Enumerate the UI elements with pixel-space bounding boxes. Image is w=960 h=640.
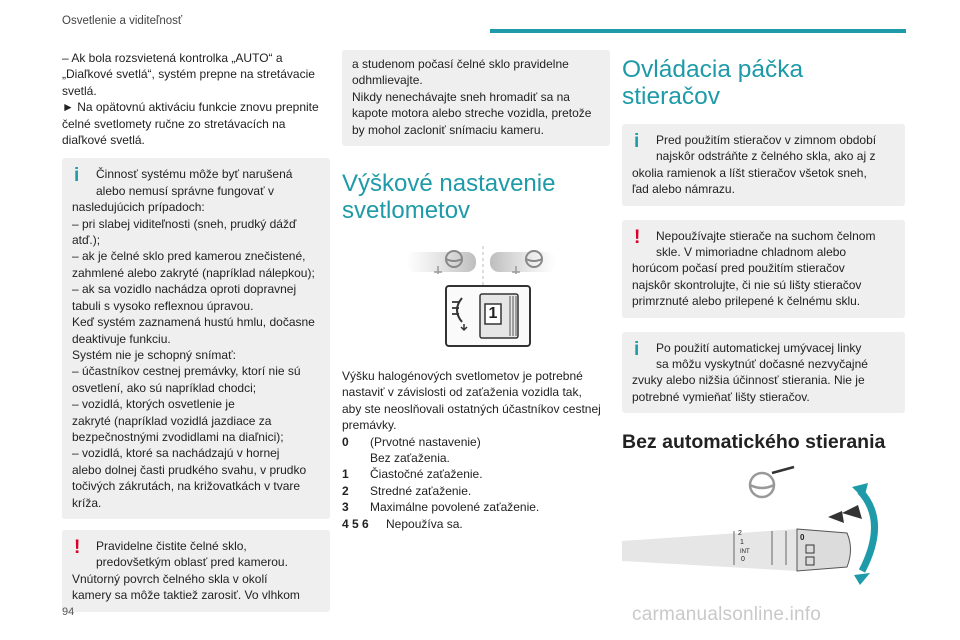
list-item-text: Maximálne povolené zaťaženie. — [370, 500, 540, 515]
list-item-text: Nepoužíva sa. — [386, 516, 463, 531]
dial-digit: 1 — [488, 305, 498, 323]
column-3 — [622, 50, 905, 601]
info-box-car-wash: i Po použití automatickej umývacej linky sa môžu vyskytnúť dočasné nezvyčajné zvuky alebo nižšia účinnosť stierania. Nie je potrebné vymieňať lišty stieračov. — [622, 332, 905, 414]
warning-box-dry-glass: ! Nepoužívajte stierače na suchom čelnom skle. V mimoriadne chladnom alebo horúcom počasí pred použitím stieračov najskôr skontrolujte, či nie sú lišty stieračov primrznuté alebo prilepené k čelnému sklu. — [622, 220, 905, 318]
headlamp-adjustment-text: Výšku halogénových svetlometov je potrebné nastaviť v závislosti od zaťaženia vozidla tak, aby ste neoslňovali ostatných účastníkov cestnej premávky. — [342, 369, 601, 433]
warning-box-continued: a studenom počasí čelné sklo pravidelne odhmlievajte. Nikdy nenechávajte sneh hromadiť sa na kapote motora alebo streche vozidla, pretože by mohol zacloniť snímaciu kameru. — [342, 50, 610, 146]
list-item-number: 0 — [342, 434, 349, 449]
header-title: Osvetlenie a viditeľnosť — [62, 15, 183, 27]
warning-box-camera: ! Pravidelne čistite čelné sklo, predovšetkým oblasť pred kamerou. Vnútorný povrch čelného skla v okolí kamery sa môže taktiež zarosiť. Vo vlhkom — [62, 530, 330, 612]
list-item-number: 4 5 6 — [342, 516, 369, 531]
stalk-mark-0: 0 — [741, 556, 745, 564]
wiper-stalk — [622, 529, 797, 571]
info-box-limitations: i Činnosť systému môže byť narušená alebo nemusí správne fungovať v nasledujúcich prípadoch: – pri slabej viditeľnosti (sneh, prudký dážď atď.); – ak je čelné sklo pred kamerou znečistené, zahmlené alebo zakryté (napríklad nálepkou); – ak sa vozidlo nachádza oproti dopravnej tabuli s vysoko reflexnou úpravou. Keď systém zaznamená hustú hmlu, dočasne deaktivuje funkciu. Systém nie je schopný snímať: – účastníkov cestnej premávky, ktorí nie sú osvetlení, ako sú napríklad chodci; – vozidlá, ktorých osvetlenie je zakryté (napríklad vozidlá jazdiace za bezpečnostnými zvodidlami na diaľnici); – vozidlá, ktoré sa nachádzajú v hornej alebo dolnej časti prudkého svahu, v prudko točivých zákrutách, na križovatkách v tvare kríža. — [62, 158, 330, 519]
watermark: carmanualsonline.info — [632, 604, 822, 625]
dashboard-right — [490, 252, 556, 272]
info-box-text: nasledujúcich prípadoch: – pri slabej viditeľnosti (sneh, prudký dážď atď.); – ak je čelné sklo pred kamerou znečistené, zahmlené alebo zakryté (napríklad nálepkou); – ak sa vozidlo nachádza oproti dopravnej tabuli s vysoko reflexnou úpravou. Keď systém zaznamená hustú hmlu, dočasne deaktivuje funkciu. Systém nie je schopný snímať: – účastníkov cestnej premávky, ktorí nie sú osvetlení, ako sú napríklad chodci; – vozidlá, ktorých osvetlenie je zakryté (napríklad vozidlá jazdiace za bezpečnostnými zvodidlami na diaľnici); – vozidlá, ktoré sa nachádzajú v hornej alebo dolnej časti prudkého svahu, v prudko točivých zákrutách, na križovatkách v tvare kríža. — [72, 200, 315, 510]
list-item-text: Stredné zaťaženie. — [370, 483, 472, 498]
list-item-text: Čiastočné zaťaženie. — [370, 467, 483, 482]
column-1 — [62, 50, 330, 612]
load-positions-list — [342, 434, 610, 532]
section-heading-headlamp-adjustment: Výškové nastavenie svetlometov — [342, 170, 556, 225]
list-item-text: (Prvotné nastavenie) Bez zaťaženia. — [370, 434, 481, 466]
flick-arrow-icon — [842, 505, 862, 519]
column-2 — [342, 50, 610, 532]
steering-wheel-icon — [750, 467, 794, 497]
info-icon: i — [634, 131, 640, 152]
warning-icon: ! — [634, 226, 641, 248]
rotation-arrow-icon — [860, 491, 875, 571]
paragraph-auto: – Ak bola rozsvietená kontrolka „AUTO“ a „Diaľkové svetlá“, systém prepne na stretávacie svetlá. — [62, 51, 315, 98]
subheading-no-auto-wipe: Bez automatického stierania — [622, 431, 886, 454]
warning-icon: ! — [74, 536, 81, 558]
list-item-number: 3 — [342, 500, 349, 515]
info-icon: i — [74, 165, 80, 187]
page-number: 94 — [62, 606, 75, 618]
info-icon: i — [634, 338, 640, 360]
paragraph-reactivate: ► Na opätovnú aktiváciu funkcie znovu prepnite čelné svetlomety ručne zo stretávacích na diaľkové svetlá. — [62, 100, 319, 148]
stalk-mark-1: 1 — [740, 539, 744, 547]
dashboard-left — [406, 252, 476, 272]
list-item-number: 2 — [342, 483, 349, 498]
list-item-number: 1 — [342, 467, 349, 482]
wiper-stalk-illustration — [622, 461, 905, 601]
header-accent-bar — [490, 29, 906, 33]
section-heading-wiper-stalk: Ovládacia páčka stieračov — [622, 56, 804, 110]
stalk-mark-2: 2 — [738, 530, 742, 538]
stalk-mark-0-end: 0 — [800, 533, 805, 543]
headlamp-adjustment-illustration — [406, 242, 556, 354]
info-box-winter: i Pred použitím stieračov v zimnom období najskôr odstráňte z čelného skla, ako aj z okolia ramienok a líšt stieračov všetok sneh, ľad alebo námrazu. — [622, 124, 905, 206]
stalk-mark-int: INT — [740, 549, 750, 556]
